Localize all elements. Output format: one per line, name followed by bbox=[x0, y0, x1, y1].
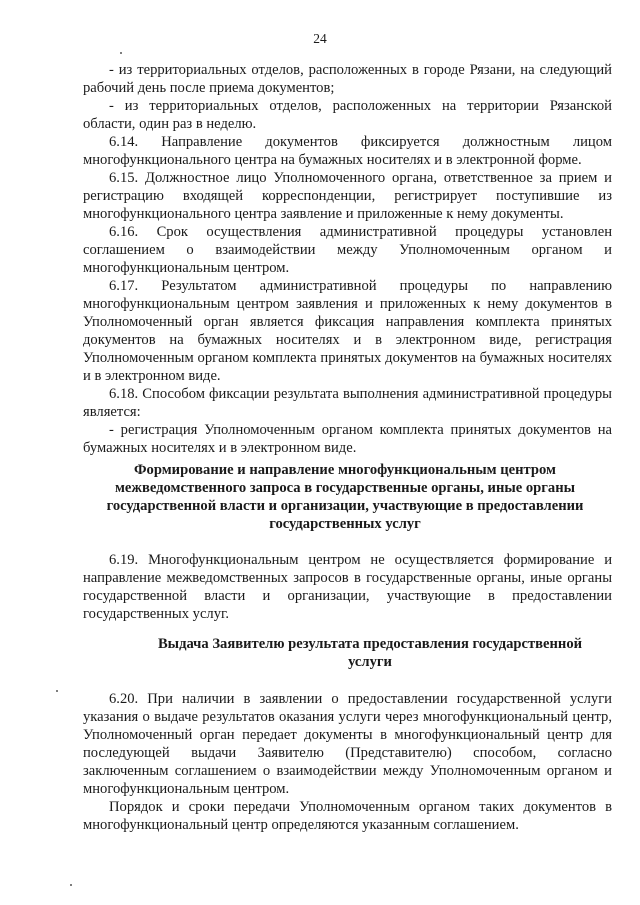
paragraph-6-15: 6.15. Должностное лицо Уполномоченного органа, ответственное за прием и регистрацию входящей корреспонденции, регистрирует поступившие из многофункционального центра заявление и приложенные к нему документы. bbox=[83, 170, 612, 222]
scan-speck bbox=[56, 690, 58, 692]
list-item-registration: - регистрация Уполномоченным органом комплекта принятых документов на бумажных носителях и в электронном виде. bbox=[83, 422, 612, 456]
section-heading-result-issuance: Выдача Заявителю результата предоставления государственной услуги bbox=[157, 636, 583, 670]
text-block-2 bbox=[83, 551, 612, 623]
paragraph-6-18: 6.18. Способом фиксации результата выполнения административной процедуры является: bbox=[83, 386, 612, 420]
paragraph-transfer-procedure: Порядок и сроки передачи Уполномоченным органом таких документов в многофункциональный центр определяются указанным соглашением. bbox=[83, 799, 612, 833]
scan-speck bbox=[70, 884, 72, 886]
paragraph-6-19: 6.19. Многофункциональным центром не осуществляется формирование и направление межведомственных запросов в государственные органы, иные органы государственной власти и организации, участвующие в предоставлении государственных услуг. bbox=[83, 552, 612, 622]
list-item-ryazan-city: - из территориальных отделов, расположенных в городе Рязани, на следующий рабочий день после приема документов; bbox=[83, 62, 612, 96]
scan-speck bbox=[120, 52, 122, 54]
paragraph-6-20: 6.20. При наличии в заявлении о предоставлении государственной услуги указания о выдаче результатов оказания услуги через многофункциональный центр, Уполномоченный орган передает документы в многофункциональный центр для последующей выдачи Заявителю (Представителю) способом, согласно заключенным соглашением о взаимодействии между Уполномоченным органом и многофункциональным центром. bbox=[83, 691, 612, 797]
list-item-ryazan-region: - из территориальных отделов, расположенных на территории Рязанской области, один раз в неделю. bbox=[83, 98, 612, 132]
section-heading-interagency-request: Формирование и направление многофункциональным центром межведомственного запроса в государственные органы, иные органы государственной власти и организации, участвующие в предоставлении государственных услуг bbox=[106, 462, 584, 532]
page-number: 24 bbox=[313, 31, 327, 46]
paragraph-6-17: 6.17. Результатом административной процедуры по направлению многофункциональным центром заявления и приложенных к нему документов в Уполномоченный орган является фиксация направления комплекта принятых документов на бумажных носителях и в электронном виде, регистрация Уполномоченным органом комплекта принятых документов на бумажных носителях и в электронном виде. bbox=[83, 278, 612, 384]
text-block-1 bbox=[83, 61, 612, 457]
paragraph-6-16: 6.16. Срок осуществления административной процедуры установлен соглашением о взаимодействии между Уполномоченным органом и многофункциональным центром. bbox=[83, 224, 612, 276]
text-block-3 bbox=[83, 690, 612, 834]
paragraph-6-14: 6.14. Направление документов фиксируется должностным лицом многофункционального центра на бумажных носителях и в электронной форме. bbox=[83, 134, 612, 168]
